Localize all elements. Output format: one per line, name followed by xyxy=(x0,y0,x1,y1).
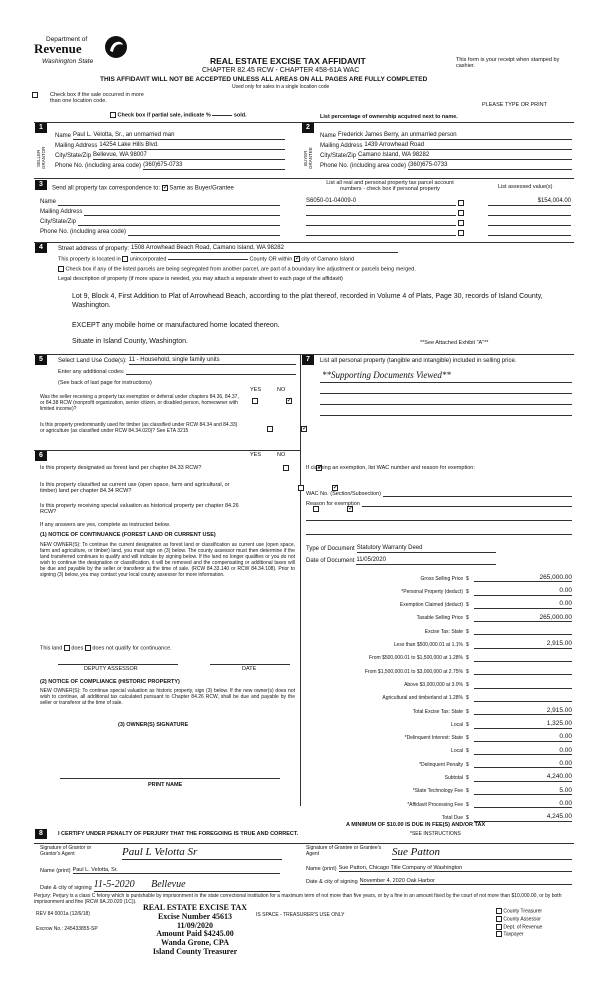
escrow-no: Escrow No.: 245433855-SP xyxy=(36,926,98,932)
supporting-docs: **Supporting Documents Viewed** xyxy=(322,370,451,380)
see-back-note: (See back of last page for instructions) xyxy=(58,380,152,386)
tax-row-dollar: $ xyxy=(466,575,469,582)
minimum-due-note: A MINIMUM OF $10.00 IS DUE IN FEE(S) AND/OR TAX xyxy=(346,822,486,828)
parcel-assessed-4[interactable] xyxy=(488,229,571,236)
land-qualify-row xyxy=(40,645,172,652)
certify-statement: I CERTIFY UNDER PENALTY OF PERJURY THAT THE FOREGOING IS TRUE AND CORRECT. xyxy=(58,831,299,837)
land-does-checkbox[interactable] xyxy=(64,645,70,651)
parcel-number[interactable]: S6050-01-04009-0 xyxy=(306,198,456,206)
see-instructions: *SEE INSTRUCTIONS xyxy=(410,831,461,837)
sec5-q1: Was the seller receiving a property tax exemption or deferral under chapters 84.36, 84.37, or 84.38 RCW (nonprofit organization, senior citizen, or disabled person, homeowner with limited income)? xyxy=(40,394,239,412)
unincorporated-checkbox[interactable] xyxy=(122,256,128,262)
tax-row xyxy=(300,582,572,595)
tax-row-dollar: $ xyxy=(466,748,469,755)
tax-row-label: *Delinquent Penalty xyxy=(419,761,463,768)
street-row xyxy=(58,245,398,253)
tax-row-label: *State Technology Fee xyxy=(412,788,463,795)
treasurer-stamp xyxy=(140,904,250,957)
segregated-checkbox[interactable] xyxy=(58,266,64,272)
tax-row-label: Subtotal xyxy=(444,775,463,781)
notice1-title: (1) NOTICE OF CONTINUANCE (FOREST LAND OR CURRENT USE) xyxy=(40,532,216,538)
tax-row-value[interactable]: 1,325.00 xyxy=(474,720,572,728)
see-exhibit: **See Attached Exhibit "A"** xyxy=(420,340,489,346)
tax-row xyxy=(300,596,572,609)
notice2-body: NEW OWNER(S): To continue special valuation as historic property, sign (3) below. If the new owner(s) does not wish to continue, all additional tax calculated pursuant to Chapter 84.26 RCW, shall be due and payable by the seller or transferor at the time of sale. xyxy=(40,688,295,706)
tax-row-dollar: $ xyxy=(466,814,469,821)
tax-row xyxy=(300,755,572,768)
print-name-label: PRINT NAME xyxy=(148,782,183,788)
tax-row-value[interactable]: 0.00 xyxy=(474,760,572,768)
additional-codes-row xyxy=(58,368,296,375)
buyer-block xyxy=(320,130,572,170)
parcel-personal-checkbox-4[interactable] xyxy=(458,230,464,236)
tax-row-dollar: $ xyxy=(466,628,469,635)
reason-row xyxy=(306,500,572,507)
segregated-row xyxy=(58,266,416,273)
same-as-buyer-label: Same as Buyer/Grantee xyxy=(169,185,234,192)
unincorporated-label: unincorporated xyxy=(129,256,167,263)
tax-row-label: Above $3,000,000 at 3.0% xyxy=(404,681,463,688)
seller-side-label: SELLER GRANTOR xyxy=(36,146,47,170)
tax-row-dollar: $ xyxy=(466,735,469,742)
tax-row-label: Taxable Selling Price xyxy=(416,615,463,622)
tax-row xyxy=(300,635,572,648)
sec6-q2: Is this property classified as current use (open space, farm and agricultural, or timber) land per chapter 84.34 RCW? xyxy=(40,482,230,495)
grantor-date-row xyxy=(40,879,280,892)
tax-row xyxy=(300,768,572,781)
does-label: does xyxy=(71,645,84,652)
parcel-number-2[interactable] xyxy=(306,209,456,216)
sec5-q2: Is this property predominantly used for timber (as classified under RCW 84.34 and 84.33) or agriculture (as classified under RCW 84.34.020)? See ETA 3215 xyxy=(40,422,238,434)
tax-row-label: Total Due xyxy=(441,814,463,821)
street-label: Street address of property: xyxy=(58,246,130,252)
land-use-code[interactable]: 11 - Household, single family units xyxy=(129,357,296,365)
tax-row-dollar: $ xyxy=(466,788,469,795)
segregated-label: Check box if any of the listed parcels are being segregated from another parcel, are part of a boundary line adjustment or parcels being merged. xyxy=(65,266,416,273)
tax-row-label: *Affidavit Processing Fee xyxy=(407,801,463,808)
grantor-date-label: Date & city of signing xyxy=(40,885,92,892)
doc-date[interactable]: 11/05/2020 xyxy=(356,557,496,565)
grantee-name-row xyxy=(306,865,572,872)
tax-row-label: From $500,000.01 to $1,500,000 at 1.28% xyxy=(369,655,463,662)
copy-dor: Dept. of Revenue xyxy=(503,923,543,930)
sec3-contact xyxy=(40,196,280,236)
sec3-addr-label: Mailing Address xyxy=(40,209,83,216)
parcel-number-4[interactable] xyxy=(306,229,456,236)
seller-address[interactable]: 14254 Lake Hills Blvd. xyxy=(99,142,285,150)
grantor-date-city[interactable] xyxy=(94,879,280,892)
stamp-line-1: REAL ESTATE EXCISE TAX xyxy=(142,903,248,912)
sec3-addr-input[interactable] xyxy=(84,209,280,216)
grantee-name[interactable]: Sue Patton, Chicago Title Company of Washington xyxy=(339,865,572,872)
tax-row-dollar: $ xyxy=(466,681,469,688)
land-label: This land xyxy=(40,645,63,652)
seller-phone[interactable]: (360)675-0733 xyxy=(143,162,285,170)
copy-treasurer-checkbox[interactable] xyxy=(496,908,502,914)
grantor-name-label: Name (print) xyxy=(40,868,71,874)
legal-description-1: Lot 9, Block 4, First Addition to Plat of Arrowhead Beach, according to the plat thereof, recorded in Volume 4 of Plats, Page 30, records of Island County, Washington. xyxy=(72,293,543,310)
parcel-table xyxy=(306,196,571,236)
multi-loc-checkbox[interactable] xyxy=(32,92,38,98)
wac-label: WAC No. (Section/Subsection) xyxy=(306,490,381,497)
partial-sale-checkbox[interactable] xyxy=(110,112,116,118)
dor-swirl-icon xyxy=(102,34,130,60)
tax-row-label: Local xyxy=(451,721,463,728)
state-name: Washington State xyxy=(42,58,94,65)
doc-type[interactable]: Statutory Warranty Deed xyxy=(357,545,496,553)
tax-row-dollar: $ xyxy=(466,615,469,622)
copy-taxpayer: Taxpayer xyxy=(503,931,524,938)
parcel-assessed-value[interactable]: $154,004.00 xyxy=(488,198,571,206)
located-label: This property is located in xyxy=(58,256,121,263)
tax-row-label: *Delinquent Interest: State xyxy=(404,735,463,742)
tax-row xyxy=(300,782,572,795)
tax-row xyxy=(300,795,572,808)
receipt-note: This form is your receipt when stamped by cashier. xyxy=(456,57,560,70)
rev-code: REV 84 0001a (12/6/18) xyxy=(36,911,90,917)
does-not-label: does not qualify for continuance. xyxy=(92,645,172,652)
copy-assessor: County Assessor xyxy=(503,916,541,923)
seller-phone-label: Phone No. (including area code) xyxy=(55,163,142,170)
tax-row-dollar: $ xyxy=(466,721,469,728)
tax-row-value[interactable] xyxy=(474,694,572,702)
tax-row-label: Total Excise Tax: State xyxy=(412,708,463,715)
seller-addr-label: Mailing Address xyxy=(55,143,98,150)
tax-row-value[interactable] xyxy=(474,627,572,635)
grantee-date-row xyxy=(306,878,572,885)
grantor-city: Bellevue xyxy=(151,879,186,890)
sec6-q1: Is this property designated as forest land per chapter 84.33 RCW? xyxy=(40,465,202,471)
please-type: PLEASE TYPE OR PRINT xyxy=(482,102,548,108)
single-loc-note: Used only for sales in a single location code xyxy=(232,84,330,90)
tax-row xyxy=(300,808,572,821)
tax-row-value[interactable]: 2,915.00 xyxy=(474,707,572,715)
tax-correspondence-row xyxy=(52,185,234,192)
land-does-not-checkbox[interactable] xyxy=(85,645,91,651)
tax-row-value[interactable]: 265,000.00 xyxy=(474,574,572,582)
partial-sale-label: Check box if partial sale, indicate % xyxy=(117,112,211,119)
doc-date-row xyxy=(306,557,496,565)
tax-row xyxy=(300,729,572,742)
parcel-personal-checkbox[interactable] xyxy=(458,200,464,206)
wac-row xyxy=(306,490,572,497)
buyer-city-label: City/State/Zip xyxy=(320,153,357,160)
seller-city[interactable]: Bellevue, WA 98007 xyxy=(93,152,285,160)
grantor-name[interactable]: Paul L. Velotta, Sr. xyxy=(73,867,280,874)
form-chapter: CHAPTER 82.45 RCW - CHAPTER 458-61A WAC xyxy=(202,67,360,74)
tax-row-value[interactable]: 265,000.00 xyxy=(474,614,572,622)
buyer-addr-label: Mailing Address xyxy=(320,143,363,150)
reason-input[interactable] xyxy=(362,500,572,507)
tax-row-value[interactable] xyxy=(474,667,572,675)
land-use-row xyxy=(58,357,296,365)
sec6-q2-yes-checkbox[interactable] xyxy=(298,485,304,491)
buyer-phone-label: Phone No. (including area code) xyxy=(320,163,407,170)
doc-type-label: Type of Document xyxy=(306,546,355,552)
parcel-personal-checkbox-2[interactable] xyxy=(458,210,464,216)
tax-row-dollar: $ xyxy=(466,602,469,609)
seller-name-label: Name xyxy=(55,133,72,140)
owner-signature-label: (3) OWNER(S) SIGNATURE xyxy=(118,722,189,728)
sec5-q1-yes-checkbox[interactable] xyxy=(252,398,258,404)
tax-row-value[interactable]: 4,240.00 xyxy=(474,773,572,781)
city-of-label: city of Camano Island xyxy=(301,256,355,263)
tax-row-dollar: $ xyxy=(466,695,469,702)
tax-row-label: Local xyxy=(451,748,463,755)
partial-sold-label: sold. xyxy=(233,112,247,119)
stamp-line-5: Wanda Grone, CPA xyxy=(161,938,229,948)
tax-row-dollar: $ xyxy=(466,801,469,808)
tax-row-label: Less than $500,000.01 at 1.1% xyxy=(393,642,463,649)
tax-row-value[interactable]: 0.00 xyxy=(474,600,572,608)
copy-distribution xyxy=(496,908,542,939)
sec3-phone-input[interactable] xyxy=(128,229,280,236)
section-2-number: 2 xyxy=(302,123,314,133)
parcel-number-3[interactable] xyxy=(306,219,456,226)
tax-row-dollar: $ xyxy=(466,708,469,715)
stamp-line-2: Excise Number 45613 xyxy=(157,911,233,921)
tax-row-dollar: $ xyxy=(466,642,469,649)
sec5-q1-no-checkbox[interactable] xyxy=(286,398,292,404)
send-correspondence-label: Send all property tax correspondence to: xyxy=(52,185,161,192)
stamp-line-4: Amount Paid $4245.00 xyxy=(156,929,234,939)
sec3-name-input[interactable] xyxy=(58,199,280,206)
notice1-body: NEW OWNER(S): To continue the current designation as forest land or classification as current use (open space, farm and agriculture, or timber) land, you must sign on (3) below. The county assessor must then determine if the land transferred continues to qualify and will indicate by signing below. If the land no longer qualifies or you do not wish to continue the designation or classification, it will be removed and the compensating or additional taxes will be due and payable by the seller or transferor at the time of sale. (RCW 84.33.140 or RCW 84.34.108). Prior to signing (3) below, you may contact your local county assessor for more information. xyxy=(40,542,295,578)
section-1-number: 1 xyxy=(35,123,47,133)
tax-row xyxy=(300,649,572,662)
additional-codes-label: Enter any additional codes: xyxy=(58,368,125,375)
grantor-date: 11-5-2020 xyxy=(93,879,135,890)
notice2-title: (2) NOTICE OF COMPLIANCE (HISTORIC PROPERTY) xyxy=(40,679,180,685)
grantee-name-label: Name (print) xyxy=(306,866,337,872)
buyer-phone[interactable]: (360)675-0733 xyxy=(408,162,572,170)
legal-label: Legal description of property (if more space is needed, you may attach a separate sheet to each page of the affidavit) xyxy=(58,276,343,282)
tax-row xyxy=(300,662,572,675)
tax-row xyxy=(300,569,572,582)
sec6-q1-yes-checkbox[interactable] xyxy=(283,465,289,471)
copy-taxpayer-checkbox[interactable] xyxy=(496,931,502,937)
sec3-city-label: City/State/Zip xyxy=(40,219,77,226)
parcel-assessed-3[interactable] xyxy=(488,219,571,226)
parcel-list-header: List all real and personal property tax parcel account numbers - check box if personal property xyxy=(326,180,454,193)
grantee-signature[interactable]: Sue Patton xyxy=(392,846,572,860)
buyer-name[interactable]: Frederick James Berry, an unmarried person xyxy=(338,132,572,140)
reason-label: Reason for exemption xyxy=(306,500,360,507)
sec6-if-yes: If any answers are yes, complete as instructed below. xyxy=(40,522,171,528)
ownership-pct-note: List percentage of ownership acquired next to name. xyxy=(320,114,458,120)
copy-assessor-checkbox[interactable] xyxy=(496,916,502,922)
tax-row-value[interactable]: 0.00 xyxy=(474,800,572,808)
tax-row xyxy=(300,715,572,728)
tax-row xyxy=(300,622,572,635)
deputy-date-label: DATE xyxy=(242,666,257,672)
deputy-assessor-label: DEPUTY ASSESSOR xyxy=(84,666,138,672)
sec6-q3: Is this property receiving special valuation as historical property per chapter 84.26 RCW? xyxy=(40,503,239,516)
street-address[interactable]: 1508 Arrowhead Beach Road, Camano Island, WA 98282 xyxy=(131,245,398,253)
personal-property-label: List all personal property (tangible and intangible) included in selling price. xyxy=(320,358,517,364)
tax-row-value[interactable] xyxy=(474,654,572,662)
seller-name[interactable]: Paul L. Velotta, Sr., an unmarried man xyxy=(73,132,285,140)
section-7-number: 7 xyxy=(302,355,314,365)
tax-row xyxy=(300,609,572,622)
tax-row-label: Agricultural and timberland at 1.28% xyxy=(382,695,463,702)
section-5-number: 5 xyxy=(35,355,47,365)
additional-codes-input[interactable] xyxy=(126,368,296,375)
stamp-line-6: Island County Treasurer xyxy=(152,946,238,956)
tax-row-value[interactable]: 0.00 xyxy=(474,747,572,755)
tax-row-label: Exemption Claimed (deduct) xyxy=(399,602,463,609)
partial-sale-row xyxy=(110,112,247,119)
buyer-side-label: BUYER GRANTEE xyxy=(303,147,314,169)
seller-city-label: City/State/Zip xyxy=(55,153,92,160)
tax-row-value[interactable]: 2,915.00 xyxy=(474,640,572,648)
buyer-address[interactable]: 1439 Arrowhead Road xyxy=(364,142,572,150)
tax-row-label: Excise Tax: State xyxy=(424,628,463,635)
sec3-name-label: Name xyxy=(40,199,57,206)
parcel-personal-checkbox-3[interactable] xyxy=(458,220,464,226)
sec3-phone-label: Phone No. (including area code) xyxy=(40,229,127,236)
sec6-no-header: NO xyxy=(277,452,286,458)
land-use-label: Select Land Use Code(s): xyxy=(58,358,127,364)
city-of-checkbox[interactable] xyxy=(294,256,300,262)
sec6-yes-header: YES xyxy=(250,452,262,458)
section-4-number: 4 xyxy=(35,243,47,253)
grantee-date[interactable]: November 4, 2020 Oak Harbor xyxy=(360,878,572,885)
county-or-label: County OR within xyxy=(249,256,293,263)
tax-row xyxy=(300,742,572,755)
sec5-yes-header: YES xyxy=(250,387,262,393)
dept-name: Revenue xyxy=(34,41,82,56)
tax-calculation-table xyxy=(300,569,572,822)
warning-line: THIS AFFIDAVIT WILL NOT BE ACCEPTED UNLESS ALL AREAS ON ALL PAGES ARE FULLY COMPLETED xyxy=(100,76,428,83)
treasurer-space-label: IS SPACE - TREASURER'S USE ONLY xyxy=(256,912,345,918)
legal-description-3: Situate in Island County, Washington. xyxy=(72,338,188,345)
dor-logo xyxy=(28,36,138,68)
section-8-number: 8 xyxy=(35,829,47,839)
location-row xyxy=(58,256,354,263)
perjury-note: Perjury: Perjury is a class C felony which is punishable by imprisonment in the state correctional institution for a maximum term of not more than five years, or by a fine in an amount fixed by the court of not more than $10,000.00, or by both imprisonment and fine (RCW 9A.20.020 (1C)). xyxy=(34,893,562,906)
tax-row xyxy=(300,675,572,688)
sec3-city-input[interactable] xyxy=(78,219,280,226)
multi-loc-label: Check box if the sale occurred in more than one location code. xyxy=(50,92,144,105)
sec5-q2-yes-checkbox[interactable] xyxy=(267,426,273,432)
tax-row-dollar: $ xyxy=(466,588,469,595)
tax-row xyxy=(300,702,572,715)
exemption-label: If claiming an exemption, list WAC number and reason for exemption: xyxy=(306,465,475,471)
grantee-date-label: Date & city of signing xyxy=(306,879,358,885)
tax-row xyxy=(300,689,572,702)
doc-date-label: Date of Document xyxy=(306,558,355,564)
tax-row-dollar: $ xyxy=(466,761,469,768)
buyer-name-label: Name xyxy=(320,133,337,140)
wac-input[interactable] xyxy=(383,490,572,497)
assessed-header: List assessed value(s) xyxy=(498,184,553,190)
buyer-city[interactable]: Camano Island, WA 98282 xyxy=(358,152,572,160)
tax-row-label: From $1,500,000.01 to $3,000,000 at 2.75% xyxy=(364,668,463,675)
dept-line: Department of xyxy=(46,36,88,43)
sec5-no-header: NO xyxy=(277,387,286,393)
copy-treasurer: County Treasurer xyxy=(503,908,543,915)
seller-block xyxy=(55,130,285,170)
tax-row-label: Gross Selling Price xyxy=(420,575,463,582)
stamp-line-3: 11/09/2020 xyxy=(176,920,213,930)
tax-row-value[interactable]: 0.00 xyxy=(474,587,572,595)
doc-type-row xyxy=(306,545,496,553)
tax-row-dollar: $ xyxy=(466,655,469,662)
grantor-sig-label: Signature of Grantor or Grantor's Agent xyxy=(40,845,92,857)
grantor-signature[interactable]: Paul L Velotta Sr xyxy=(122,846,282,860)
tax-row-dollar: $ xyxy=(466,775,469,781)
form-title: REAL ESTATE EXCISE TAX AFFIDAVIT xyxy=(210,56,366,66)
tax-row-dollar: $ xyxy=(466,668,469,675)
section-6-number: 6 xyxy=(35,451,47,461)
tax-row-value[interactable]: 5.00 xyxy=(474,787,572,795)
grantee-sig-label: Signature of Grantee or Grantee's Agent xyxy=(306,845,382,857)
tax-row-value[interactable]: 4,245.00 xyxy=(474,813,572,821)
sec5-q2-no-checkbox[interactable] xyxy=(301,426,307,432)
grantor-name-row xyxy=(40,867,280,874)
copy-dor-checkbox[interactable] xyxy=(496,924,502,930)
same-as-buyer-checkbox[interactable] xyxy=(162,185,168,191)
tax-row-value[interactable] xyxy=(474,681,572,689)
parcel-assessed-2[interactable] xyxy=(488,209,571,216)
tax-row-value[interactable]: 0.00 xyxy=(474,733,572,741)
section-3-number: 3 xyxy=(35,180,47,190)
legal-description-2: EXCEPT any mobile home or manufactured home located thereon. xyxy=(72,322,280,329)
tax-row-label: *Personal Property (deduct) xyxy=(401,588,463,595)
